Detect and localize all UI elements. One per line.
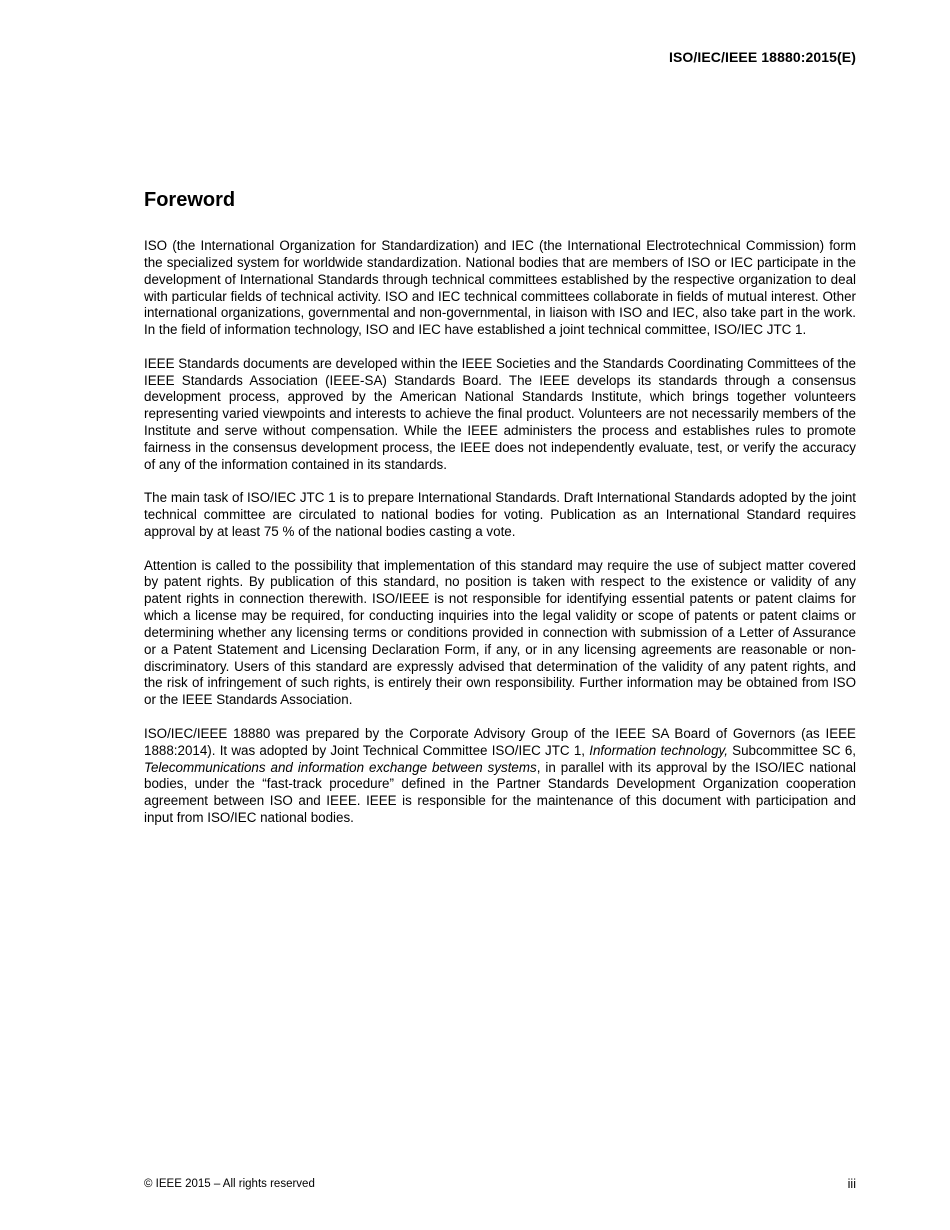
preparation-text-1: ISO/IEC/IEEE 18880 was prepared by the Corporate Advisory Group of the IEEE SA Board of Governors (as IEEE 1888:2014). It was adopted by Joint Technical Committee ISO/IEC JTC 1, <box>144 725 856 758</box>
page-title: Foreword <box>144 189 236 211</box>
footer-copyright: © IEEE 2015 – All rights reserved <box>144 1178 315 1190</box>
preparation-text-2: Subcommittee SC 6, <box>727 742 856 758</box>
paragraph-ieee-standards: IEEE Standards documents are developed within the IEEE Societies and the Standards Coordinating Committees of the IEEE Standards Association (IEEE-SA) Standards Board. The IEEE develops its standards through a consensus development process, approved by the American National Standards Institute, which brings together volunteers representing varied viewpoints and interests to achieve the final product. Volunteers are not necessarily members of the Institute and serve without compensation. While the IEEE administers the process and establishes rules to promote fairness in the consensus development process, the IEEE does not independently evaluate, test, or verify the accuracy of any of the information contained in its standards. <box>144 355 856 472</box>
preparation-text-3: , in parallel with its approval by the ISO/IEC national bodies, under the “fast-track procedure” defined in the Partner Standards Development Organization cooperation agreement between ISO and IEEE. IEEE is responsible for the maintenance of this document with participation and input from ISO/IEC national bodies. <box>144 759 856 826</box>
foreword-body <box>144 238 856 844</box>
paragraph-preparation <box>144 726 856 827</box>
paragraph-iso-iec-intro: ISO (the International Organization for Standardization) and IEC (the International Electrotechnical Commission) form the specialized system for worldwide standardization. National bodies that are members of ISO or IEC participate in the development of International Standards through technical committees established by the respective organization to deal with particular fields of technical activity. ISO and IEC technical committees collaborate in fields of mutual interest. Other international organizations, governmental and non-governmental, in liaison with ISO and IEC, also take part in the work. In the field of information technology, ISO and IEC have established a joint technical committee, ISO/IEC JTC 1. <box>144 238 856 338</box>
paragraph-patent-notice: Attention is called to the possibility that implementation of this standard may require the use of subject matter covered by patent rights. By publication of this standard, no position is taken with respect to the existence or validity of any patent rights in connection therewith. ISO/IEEE is not responsible for identifying essential patents or patent claims for which a license may be required, for conducting inquiries into the legal validity or scope of patents or patent claims or determining whether any licensing terms or conditions provided in connection with submission of a Letter of Assurance or a Patent Statement and Licensing Declaration Form, if any, or in any licensing agreements are reasonable or non-discriminatory. Users of this standard are expressly advised that determination of the validity of any patent rights, and the risk of infringement of such rights, is entirely their own responsibility. Further information may be obtained from ISO or the IEEE Standards Association. <box>144 557 856 708</box>
preparation-italic-2: Telecommunications and information exchange between systems <box>144 759 537 775</box>
preparation-italic-1: Information technology, <box>589 742 728 758</box>
footer-page-number: iii <box>847 1177 856 1191</box>
document-code-header: ISO/IEC/IEEE 18880:2015(E) <box>668 49 856 65</box>
paragraph-jtc1-task: The main task of ISO/IEC JTC 1 is to prepare International Standards. Draft International Standards adopted by the joint technical committee are circulated to national bodies for voting. Publication as an International Standard requires approval by at least 75 % of the national bodies casting a vote. <box>144 490 856 540</box>
